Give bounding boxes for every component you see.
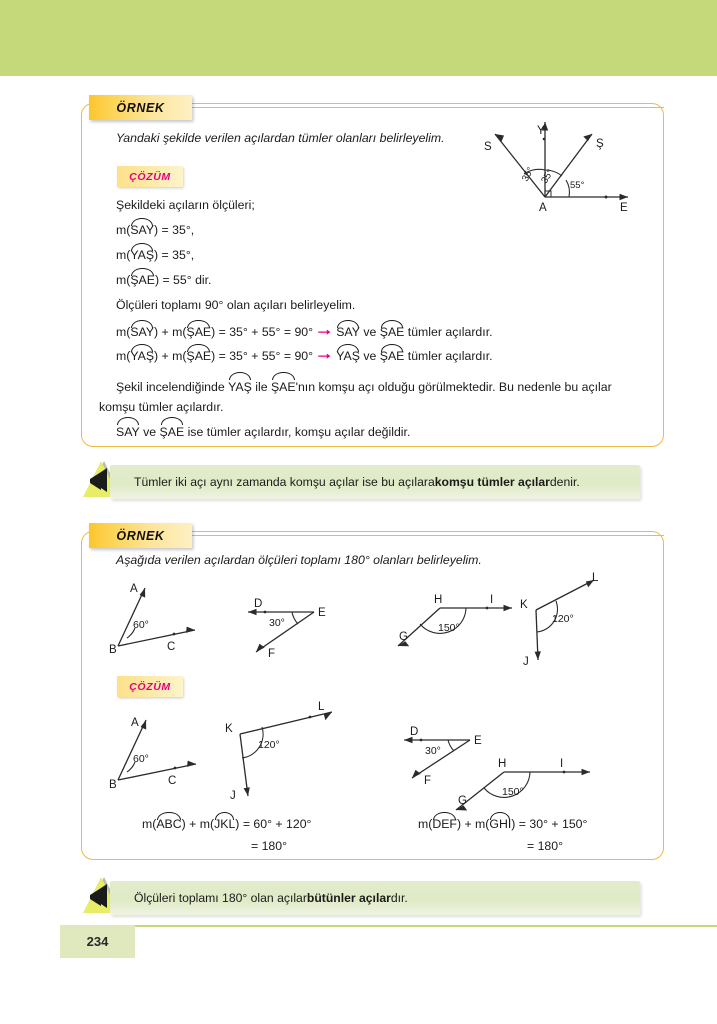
angle-arc-yas: YAŞ bbox=[228, 376, 252, 397]
page-footer-rule bbox=[135, 925, 717, 927]
right-arrow-icon: ➞ bbox=[317, 349, 332, 363]
angle-arc-sae: ŞAE bbox=[379, 349, 405, 363]
angle-label-120: 120° bbox=[552, 613, 574, 625]
angle-label-30: 30° bbox=[425, 745, 441, 757]
angle-arc-say: SAY bbox=[130, 223, 155, 237]
label-d: D bbox=[410, 726, 419, 738]
para-text: ve bbox=[143, 425, 157, 439]
measure-prefix: m( bbox=[116, 248, 131, 262]
example-2-figure-ghi bbox=[390, 588, 520, 658]
angle-arc-jkl: JKL bbox=[214, 817, 236, 831]
angle-label-150: 150° bbox=[502, 786, 524, 798]
measure-prefix: m( bbox=[116, 223, 131, 237]
result-sum: ) = 35° + 55° = 90° bbox=[211, 325, 314, 339]
angle-arc-ghi: GHI bbox=[489, 817, 512, 831]
measure-suffix: ) = 55° dir. bbox=[154, 273, 212, 287]
angle-arc-yas: YAŞ bbox=[130, 248, 155, 262]
note-2-bold: bütünler açılar bbox=[306, 891, 391, 905]
label-l: L bbox=[318, 701, 325, 713]
result-sum: ) = 35° + 55° = 90° bbox=[211, 349, 314, 363]
note-1-bold: komşu tümler açılar bbox=[434, 475, 550, 489]
equation-rhs: = 60° + 120° bbox=[242, 817, 312, 831]
page-header-band bbox=[0, 0, 717, 76]
example-2-solution-figure-jkl bbox=[210, 700, 350, 800]
angle-label-30: 30° bbox=[269, 617, 285, 629]
example-2-equation-0-line-1: m(ABC) + m(JKL) = 60° + 120° bbox=[142, 817, 312, 831]
result-conjunction: ve bbox=[363, 325, 377, 339]
angle-arc-sae: ŞAE bbox=[130, 273, 155, 287]
result-conjunction: ve bbox=[363, 349, 377, 363]
label-h: H bbox=[498, 758, 507, 770]
example-1-paragraph-1 bbox=[99, 376, 647, 417]
para-text: ise tümler açılardır, komşu açılar değildir. bbox=[187, 425, 411, 439]
label-j: J bbox=[230, 790, 236, 802]
note-2 bbox=[110, 881, 640, 915]
label-c: C bbox=[167, 641, 176, 653]
angle-label-60: 60° bbox=[133, 753, 149, 765]
para-text: Şekil incelendiğinde bbox=[116, 380, 225, 394]
note-1-text-before: Tümler iki açı aynı zamanda komşu açılar ise bu açılara bbox=[134, 475, 435, 489]
label-h: H bbox=[434, 594, 443, 606]
example-2-solution-tag: ÇÖZÜM bbox=[117, 676, 183, 697]
example-1-measure-1 bbox=[116, 247, 194, 262]
example-1-figure bbox=[480, 112, 640, 212]
example-2-figure-abc bbox=[100, 578, 210, 656]
label-k: K bbox=[225, 723, 233, 735]
example-2-figure-jkl bbox=[508, 572, 618, 667]
ray-label-e: E bbox=[620, 202, 628, 214]
angle-arc-say: SAY bbox=[336, 325, 360, 339]
example-2-equation-1-line-1: m(DEF) + m(GHI) = 30° + 150° bbox=[418, 817, 588, 831]
angle-arc-yas: YAŞ bbox=[336, 349, 360, 363]
measure-suffix: ) = 35°, bbox=[154, 248, 195, 262]
angle-arc-def: DEF bbox=[432, 817, 457, 831]
label-g: G bbox=[399, 631, 408, 643]
example-2-tag: ÖRNEK bbox=[89, 523, 192, 548]
example-1-paragraph-2 bbox=[116, 421, 410, 442]
vertex-label-a: A bbox=[539, 202, 547, 214]
angle-label-55: 55° bbox=[570, 180, 585, 191]
angle-label-35b: 35° bbox=[539, 167, 557, 186]
label-l: L bbox=[592, 572, 599, 584]
example-2-question: Aşağıda verilen açılardan ölçüleri toplamı 180° olanları belirleyelim. bbox=[116, 553, 482, 567]
label-g: G bbox=[458, 795, 467, 807]
result-conclusion: tümler açılardır. bbox=[407, 325, 493, 339]
note-2-text-after: dır. bbox=[390, 891, 408, 905]
label-j: J bbox=[523, 656, 529, 668]
ray-label-y: Y bbox=[537, 125, 545, 137]
example-1-solution-tag: ÇÖZÜM bbox=[117, 166, 183, 187]
label-d: D bbox=[254, 598, 263, 610]
angle-arc-sae: ŞAE bbox=[186, 325, 212, 339]
example-2-solution-figure-abc bbox=[100, 708, 210, 790]
label-i: I bbox=[490, 594, 494, 606]
label-b: B bbox=[109, 779, 117, 791]
equation-rhs: = 30° + 150° bbox=[518, 817, 588, 831]
example-1-tag: ÖRNEK bbox=[89, 95, 192, 120]
note-1-text-after: denir. bbox=[549, 475, 580, 489]
angle-arc-abc: ABC bbox=[156, 817, 182, 831]
measure-prefix: m( bbox=[116, 273, 131, 287]
example-1-result-0: m(SAY) + m(ŞAE) = 35° + 55° = 90° ➞ SAY ve ŞAE tümler açılardır. bbox=[116, 325, 493, 339]
angle-label-60: 60° bbox=[133, 619, 149, 631]
label-f: F bbox=[424, 775, 432, 787]
example-2-equation-0-line-2: = 180° bbox=[251, 839, 288, 853]
angle-arc-sae: ŞAE bbox=[186, 349, 212, 363]
measure-suffix: ) = 35°, bbox=[154, 223, 195, 237]
angle-arc-sae: ŞAE bbox=[271, 376, 296, 397]
label-k: K bbox=[520, 599, 528, 611]
example-1-result-1: m(YAŞ) + m(ŞAE) = 35° + 55° = 90° ➞ YAŞ ve ŞAE tümler açılardır. bbox=[116, 349, 493, 363]
angle-label-35a: 35° bbox=[519, 165, 537, 184]
angle-arc-say: SAY bbox=[130, 325, 155, 339]
angle-arc-sae: ŞAE bbox=[160, 421, 185, 442]
label-e: E bbox=[318, 607, 326, 619]
example-1-question: Yandaki şekilde verilen açılardan tümler olanları belirleyelim. bbox=[116, 131, 445, 145]
para-text: 'nın komşu açı olduğu görülmektedir. Bu nedenle bu açılar bbox=[295, 380, 612, 394]
page-number: 234 bbox=[60, 925, 135, 958]
angle-label-150: 150° bbox=[438, 622, 460, 634]
example-2-tag-rule bbox=[192, 535, 664, 536]
para-text: ile bbox=[255, 380, 268, 394]
example-1-measure-0 bbox=[116, 222, 194, 237]
label-e: E bbox=[474, 735, 482, 747]
right-arrow-icon: ➞ bbox=[317, 325, 332, 339]
example-1-measure-2 bbox=[116, 272, 211, 287]
ray-label-sh: Ş bbox=[596, 138, 604, 150]
label-a: A bbox=[131, 717, 139, 729]
example-2-solution-figure-ghi bbox=[440, 752, 600, 822]
example-2-figure-def bbox=[232, 590, 342, 660]
example-1-tag-rule bbox=[192, 107, 664, 108]
example-1-statement: Ölçüleri toplamı 90° olan açıları belirleyelim. bbox=[116, 298, 356, 312]
angle-label-120: 120° bbox=[258, 739, 280, 751]
angle-arc-say: SAY bbox=[116, 421, 140, 442]
note-1 bbox=[110, 465, 640, 499]
note-2-text-before: Ölçüleri toplamı 180° olan açılar bbox=[134, 891, 307, 905]
label-b: B bbox=[109, 644, 117, 656]
label-f: F bbox=[268, 648, 276, 660]
ray-label-s: S bbox=[484, 141, 492, 153]
example-2-equation-1-line-2: = 180° bbox=[527, 839, 564, 853]
angle-arc-yas: YAŞ bbox=[130, 349, 155, 363]
example-1-intro: Şekildeki açıların ölçüleri; bbox=[116, 198, 255, 212]
result-conclusion: tümler açılardır. bbox=[407, 349, 493, 363]
label-a: A bbox=[130, 583, 138, 595]
label-c: C bbox=[168, 775, 177, 787]
para-text: komşu tümler açılardır. bbox=[99, 400, 224, 414]
angle-arc-sae: ŞAE bbox=[379, 325, 405, 339]
label-i: I bbox=[560, 758, 564, 770]
